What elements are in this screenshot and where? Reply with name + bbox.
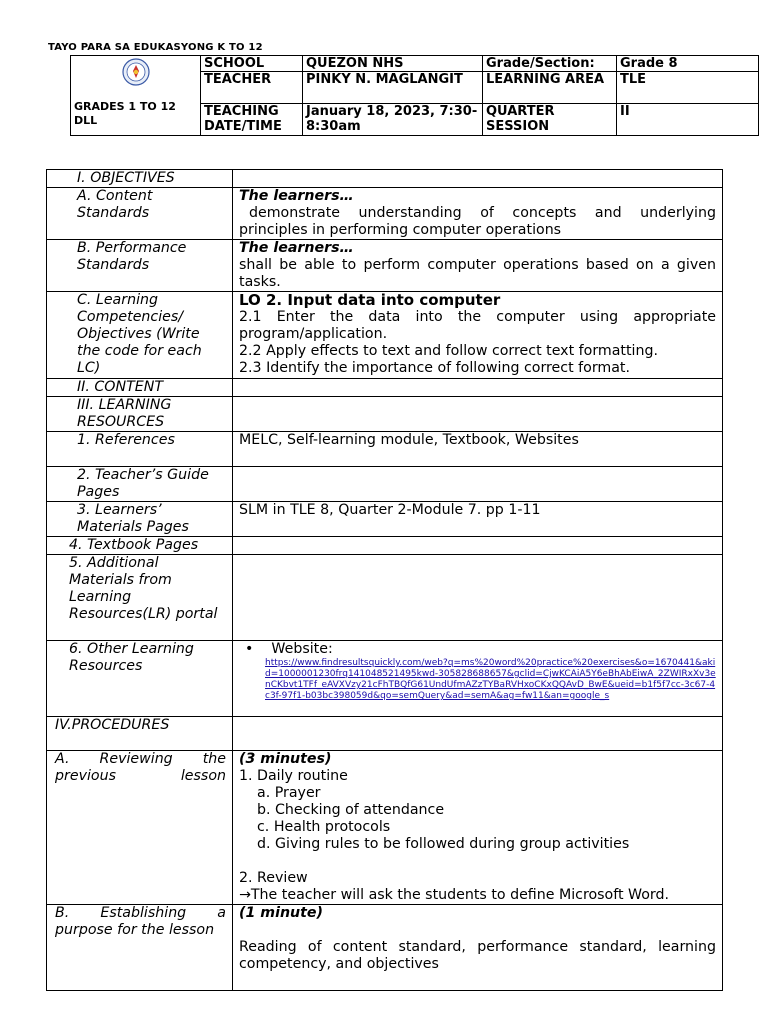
review-title: 2. Review [239, 870, 308, 886]
grades-label: GRADES 1 TO 12 DLL [74, 100, 176, 127]
dll-table [46, 169, 723, 991]
learning-resources-label: III. LEARNING RESOURCES [47, 397, 233, 432]
teaching-date-label: TEACHING DATE/TIME [201, 104, 303, 136]
deped-seal-icon [122, 58, 150, 86]
purpose-label: B. Establishing a purpose for the lesson [47, 905, 233, 991]
reviewing-cell [233, 751, 723, 905]
school-value: QUEZON NHS [303, 56, 483, 72]
teacher-value: PINKY N. MAGLANGIT [303, 72, 483, 104]
row-purpose [47, 905, 723, 991]
lo-item-2: 2.2 Apply effects to text and follow correct text formatting. [239, 343, 658, 359]
header-table [70, 55, 759, 136]
row-additional [47, 555, 723, 641]
grade-section-label: Grade/Section: [483, 56, 617, 72]
routine-title: 1. Daily routine [239, 768, 348, 784]
purpose-text: Reading of content standard, performance standard, learning competency, and objectives [239, 939, 716, 972]
row-competencies [47, 292, 723, 379]
bullet-icon: • [245, 641, 272, 657]
reviewing-label: A. Reviewing the previous lesson [47, 751, 233, 905]
learning-area-value: TLE [617, 72, 759, 104]
review-text: →The teacher will ask the students to define Microsoft Word. [239, 887, 670, 903]
row-teachers-guide [47, 467, 723, 502]
routine-item-4: d. Giving rules to be followed during group activities [257, 836, 630, 852]
performance-standards-cell [233, 240, 723, 292]
references-label: 1. References [47, 432, 233, 467]
objectives-label: I. OBJECTIVES [47, 170, 233, 188]
row-procedures [47, 717, 723, 751]
row-references [47, 432, 723, 467]
quarter-label: QUARTER SESSION [483, 104, 617, 136]
additional-label: 5. Additional Materials from Learning Resources(LR) portal [47, 555, 233, 641]
learners-heading-2: The learners… [239, 240, 354, 256]
content-label: II. CONTENT [47, 379, 233, 397]
row-textbook [47, 537, 723, 555]
teachers-guide-label: 2. Teacher’s Guide Pages [47, 467, 233, 502]
purpose-cell [233, 905, 723, 991]
seal-cell [71, 56, 201, 136]
learning-area-label: LEARNING AREA [483, 72, 617, 104]
website-bullet [239, 641, 716, 658]
content-standards-label: A. Content Standards [47, 188, 233, 240]
top-line: TAYO PARA SA EDUKASYONG K TO 12 [48, 42, 263, 53]
content-standards-cell [233, 188, 723, 240]
routine-item-3: c. Health protocols [257, 819, 391, 835]
competencies-label: C. Learning Competencies/ Objectives (Write the code for each LC) [47, 292, 233, 379]
routine-item-1: a. Prayer [257, 785, 321, 801]
competencies-cell [233, 292, 723, 379]
purpose-time: (1 minute) [239, 905, 324, 921]
performance-standards-text: shall be able to perform computer operations based on a given tasks. [239, 257, 716, 290]
quarter-value: II [617, 104, 759, 136]
school-label: SCHOOL [201, 56, 303, 72]
other-resources-label: 6. Other Learning Resources [47, 641, 233, 717]
performance-standards-label: B. Performance Standards [47, 240, 233, 292]
learners-heading: The learners… [239, 188, 354, 204]
row-content [47, 379, 723, 397]
row-learning-resources [47, 397, 723, 432]
website-link[interactable]: https://www.findresultsquickly.com/web?q=ms%20word%20practice%20exercises&o=1670441&akid=1000001230frq141048521495kwd-305828688657&gclid=CjwKCAiA5Y6eBhAbEiwA_2ZWIRxXv3enCKbvt1TFf_eAVXVzy21cFhTBQfG61UndUfmAZzTYBaRVHxoCKxQQAvD_BwE&ueid=b1f5f7cc-3c67-4c3f-97f1-b03bc398059d&qo=semQuery&ad=semA&ag=fw11&an=google_s [265, 658, 716, 701]
row-objectives [47, 170, 723, 188]
references-text: MELC, Self-learning module, Textbook, Websites [233, 432, 723, 467]
row-learners-materials [47, 502, 723, 537]
row-other-resources [47, 641, 723, 717]
lo-item-3: 2.3 Identify the importance of following correct format. [239, 360, 631, 376]
lo-title: LO 2. Input data into computer [239, 291, 501, 309]
learners-materials-text: SLM in TLE 8, Quarter 2-Module 7. pp 1-11 [233, 502, 723, 537]
content-standards-text: demonstrate understanding of concepts and underlying principles in performing computer operations [239, 205, 716, 238]
learners-materials-label: 3. Learners’ Materials Pages [47, 502, 233, 537]
row-performance-standards [47, 240, 723, 292]
procedures-label: IV.PROCEDURES [47, 717, 233, 751]
textbook-label: 4. Textbook Pages [47, 537, 233, 555]
teaching-date-value: January 18, 2023, 7:30-8:30am [303, 104, 483, 136]
other-resources-cell [233, 641, 723, 717]
row-content-standards [47, 188, 723, 240]
routine-item-2: b. Checking of attendance [257, 802, 445, 818]
teacher-label: TEACHER [201, 72, 303, 104]
lo-item-1: 2.1 Enter the data into the computer using appropriate program/application. [239, 309, 716, 342]
row-reviewing [47, 751, 723, 905]
reviewing-time: (3 minutes) [239, 751, 332, 767]
website-label: Website: [271, 641, 333, 657]
grade-section-value: Grade 8 [617, 56, 759, 72]
